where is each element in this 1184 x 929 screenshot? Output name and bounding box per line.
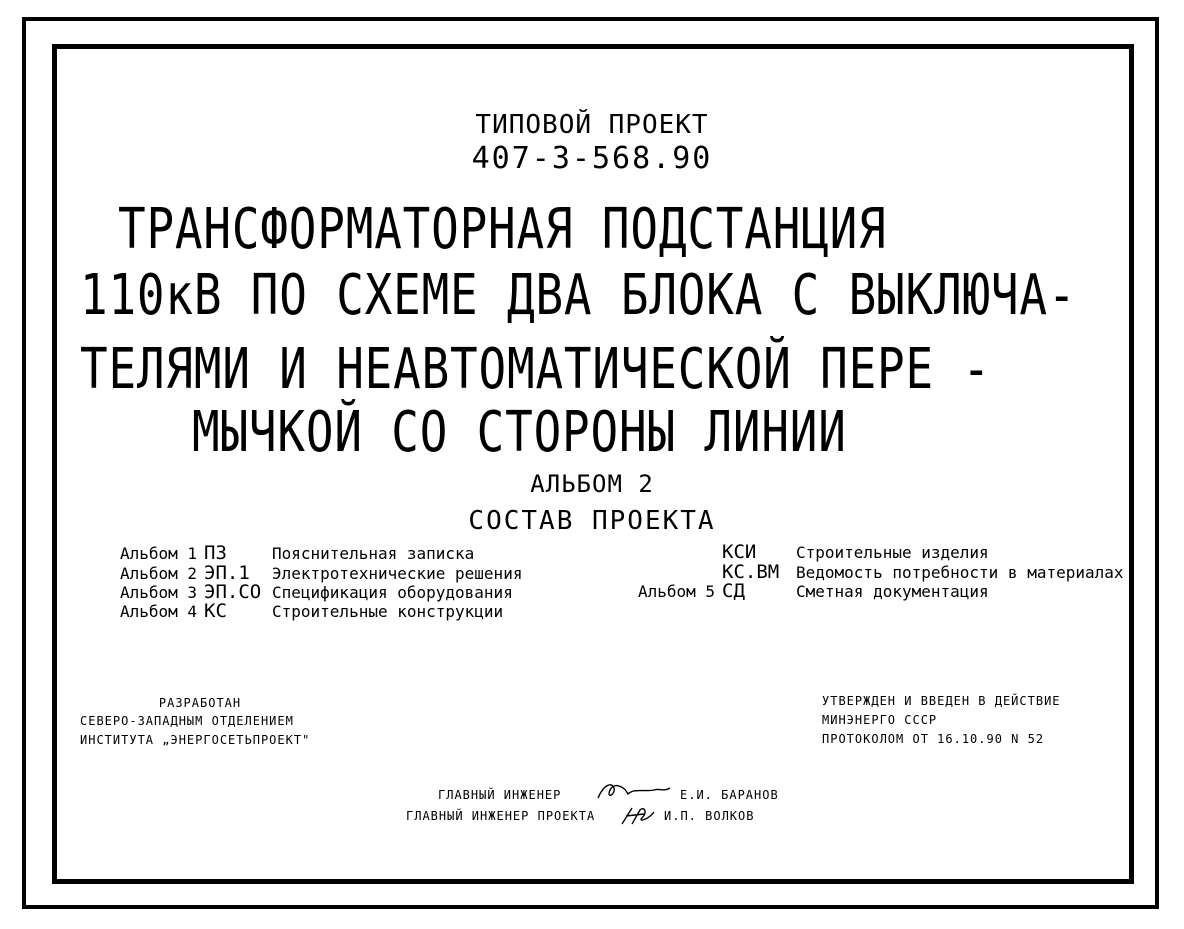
developer-line-2: СЕВЕРО-ЗАПАДНЫМ ОТДЕЛЕНИЕМ	[80, 714, 294, 728]
developer-line-1: РАЗРАБОТАН	[158, 696, 242, 710]
album-label: АЛЬБОМ 2	[530, 470, 654, 498]
section-code: КСИ	[722, 541, 757, 563]
section-code: ЭП.1	[204, 562, 250, 584]
developer-line-3: ИНСТИТУТА „ЭНЕРГОСЕТЬПРОЕКТ"	[80, 733, 311, 747]
section-code: КС.ВМ	[722, 561, 780, 583]
album-number: Альбом 5	[638, 582, 716, 601]
chief-engineer-role: ГЛАВНЫЙ ИНЖЕНЕР	[438, 788, 562, 802]
chief-project-engineer-role: ГЛАВНЫЙ ИНЖЕНЕР ПРОЕКТА	[406, 809, 596, 823]
section-description: Ведомость потребности в материалах	[796, 563, 1124, 582]
title-line-2: 110кВ ПО СХЕМЕ ДВА БЛОКА С ВЫКЛЮЧА-	[80, 263, 1077, 328]
chief-engineer-signature-icon	[594, 778, 694, 804]
section-description: Строительные изделия	[796, 543, 989, 562]
chief-engineer-name: Е.И. БАРАНОВ	[680, 788, 779, 802]
section-description: Сметная документация	[796, 582, 989, 601]
contents-heading: СОСТАВ ПРОЕКТА	[468, 506, 716, 536]
title-line-1: ТРАНСФОРМАТОРНАЯ ПОДСТАНЦИЯ	[118, 197, 887, 262]
section-code: ЭП.СО	[204, 581, 262, 603]
section-description: Электротехнические решения	[272, 564, 523, 583]
section-code: КС	[204, 600, 227, 622]
approval-line-1: УТВЕРЖДЕН И ВВЕДЕН В ДЕЙСТВИЕ	[822, 694, 1061, 708]
album-number: Альбом 1	[120, 544, 198, 563]
album-number: Альбом 3	[120, 583, 198, 602]
project-number: 407-3-568.90	[471, 141, 713, 176]
section-code: ПЗ	[204, 542, 227, 564]
approval-line-2: МИНЭНЕРГО СССР	[822, 713, 938, 727]
approval-line-3: ПРОТОКОЛОМ ОТ 16.10.90 N 52	[822, 732, 1045, 746]
chief-project-engineer-signature-icon	[618, 802, 668, 828]
chief-project-engineer-name: И.П. ВОЛКОВ	[664, 809, 755, 823]
title-line-4: МЫЧКОЙ СО СТОРОНЫ ЛИНИИ	[192, 400, 847, 465]
album-number: Альбом 2	[120, 564, 198, 583]
section-description: Строительные конструкции	[272, 602, 504, 621]
section-description: Спецификация оборудования	[272, 583, 513, 602]
album-number: Альбом 4	[120, 602, 198, 621]
section-description: Пояснительная записка	[272, 544, 475, 563]
title-line-3: ТЕЛЯМИ И НЕАВТОМАТИЧЕСКОЙ ПЕРЕ -	[80, 337, 991, 402]
section-code: СД	[722, 580, 745, 602]
project-type: ТИПОВОЙ ПРОЕКТ	[475, 110, 709, 140]
